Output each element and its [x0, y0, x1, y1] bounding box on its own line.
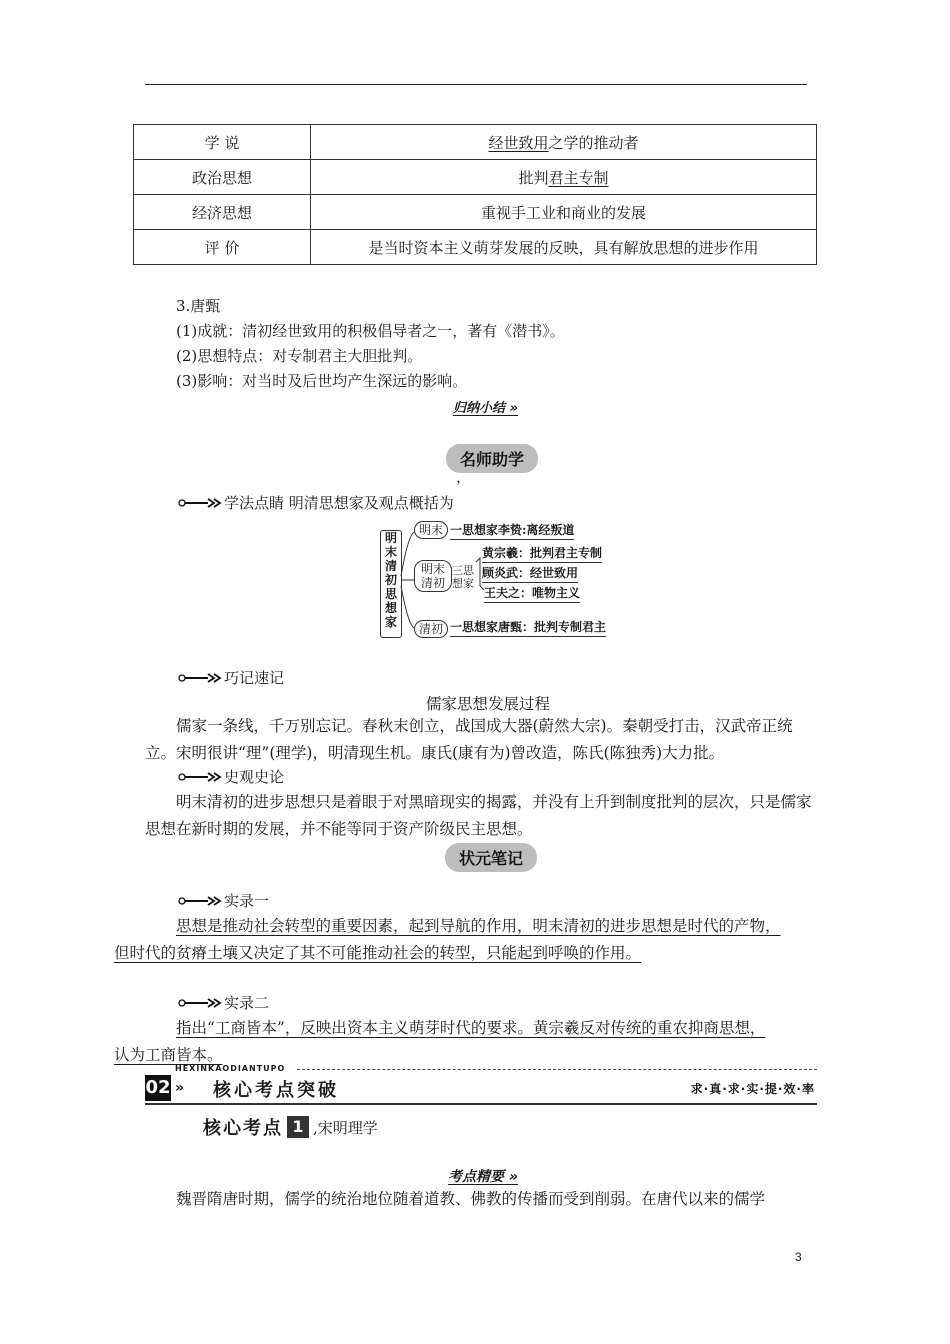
section-banner [145, 1066, 817, 1108]
banner-dotted-line [297, 1069, 817, 1070]
arrow-bullet-icon [178, 498, 222, 508]
table-value: 批判君主专制 [311, 160, 817, 195]
shilu1-bullet [178, 890, 269, 911]
node-mingqing: 明末清初 [414, 560, 452, 592]
node-mingmo: 明末 [414, 521, 448, 539]
arrow-bullet-icon [178, 896, 222, 906]
core-point-label: 核心考点 [203, 1118, 283, 1139]
core-point-topic: ,宋明理学 [313, 1118, 378, 1137]
section-pinyin: HEXINKAODIANTUPO [175, 1064, 286, 1073]
shilu2-text: 指出“工商皆本”，反映出资本主义萌芽时代的要求。黄宗羲反对传统的重农抑商思想， 认为工商皆本。 [114, 1019, 766, 1064]
section-title: 核心考点突破 [213, 1080, 339, 1101]
qiaoji-text: 儒家一条线，千万别忘记。春秋末创立，战国成大器(蔚然大宗)。秦朝受打击，汉武帝正统立。宋明很讲“理”(理学)，明清现生机。康氏(康有为)曾改造，陈氏(陈独秀)大力批。 [145, 717, 793, 762]
body-last-line: 魏晋隋唐时期，儒学的统治地位随着道教、佛教的传播而受到削弱。在唐代以来的儒学 [176, 1190, 766, 1208]
table-key: 评 价 [134, 230, 311, 265]
mingmo-thinker: 一思想家李贽:离经叛道 [450, 521, 574, 540]
qiaoji-label: 巧记速记 [224, 669, 285, 687]
header-rule [145, 84, 807, 85]
banner-rule [145, 1103, 817, 1105]
tangzhen-item: (1)成就：清初经世致用的积极倡导者之一，著有《潜书》。 [176, 322, 565, 340]
table-key: 政治思想 [134, 160, 311, 195]
table-key: 学 说 [134, 125, 311, 160]
guina-heading: 归纳小结 » [453, 401, 518, 416]
table-key: 经济思想 [134, 195, 311, 230]
section-number: 02 [145, 1075, 171, 1101]
shiguan-bullet [178, 766, 284, 787]
kaodian-heading: 考点精要 » [448, 1169, 518, 1185]
table-row [134, 230, 817, 265]
qiaoji-bullet [178, 667, 284, 688]
core-point-number: 1 [287, 1116, 309, 1138]
table-value: 是当时资本主义萌芽发展的反映，具有解放思想的进步作用 [311, 230, 817, 265]
shiguan-text: 明末清初的进步思想只是着眼于对黑暗现实的揭露，并没有上升到制度批判的层次，只是儒家思想在新时期的发展，并不能等同于资产阶级民主思想。 [145, 793, 812, 838]
shilu2-label: 实录二 [224, 994, 270, 1012]
tangzhen-item: (2)思想特点：对专制君主大胆批判。 [176, 347, 423, 365]
mindmap-root: 明末清初思想家 [380, 530, 402, 638]
table-row [134, 195, 817, 230]
stray-mark: ， [456, 468, 472, 486]
summary-table [133, 124, 817, 265]
mingshi-pill: 名师助学 [446, 444, 538, 473]
qiaoji-title: 儒家思想发展过程 [426, 695, 551, 713]
section-motto: 求·真·求·实·提·效·率 [690, 1082, 815, 1096]
table-value: 重视手工业和商业的发展 [311, 195, 817, 230]
thinker-huang: 黄宗羲：批判君主专制 [482, 544, 602, 563]
tangzhen-heading: 3.唐甄 [176, 297, 221, 315]
chevron-icon: » [175, 1080, 185, 1096]
table-row [134, 160, 817, 195]
xuefa-text: 学法点睛 明清思想家及观点概括为 [224, 494, 454, 512]
shilu1-text: 思想是推动社会转型的重要因素，起到导航的作用，明末清初的进步思想是时代的产物， 但时代的贫瘠土壤又决定了其不可能推动社会的转型，只能起到呼唤的作用。 [114, 917, 781, 962]
xuefa-bullet [178, 492, 454, 513]
table-row [134, 125, 817, 160]
page-number: 3 [795, 1250, 802, 1264]
zhuangyuan-pill: 状元笔记 [445, 843, 537, 872]
arrow-bullet-icon [178, 673, 222, 683]
three-thinkers-label: 三思想家 [452, 564, 474, 590]
core-point-heading [203, 1114, 378, 1140]
table-value: 经世致用之学的推动者 [311, 125, 817, 160]
qingchu-thinker: 一思想家唐甄：批判专制君主 [450, 618, 606, 637]
shiguan-label: 史观史论 [224, 768, 285, 786]
arrow-bullet-icon [178, 772, 222, 782]
shilu1-label: 实录一 [224, 892, 270, 910]
shilu2-bullet [178, 992, 269, 1013]
thinker-gu: 顾炎武：经世致用 [482, 564, 578, 583]
tangzhen-item: (3)影响：对当时及后世均产生深远的影响。 [176, 372, 468, 390]
thinker-wang: 王夫之：唯物主义 [484, 584, 580, 603]
node-qingchu: 清初 [414, 620, 448, 638]
thinkers-mindmap [380, 516, 620, 640]
arrow-bullet-icon [178, 998, 222, 1008]
